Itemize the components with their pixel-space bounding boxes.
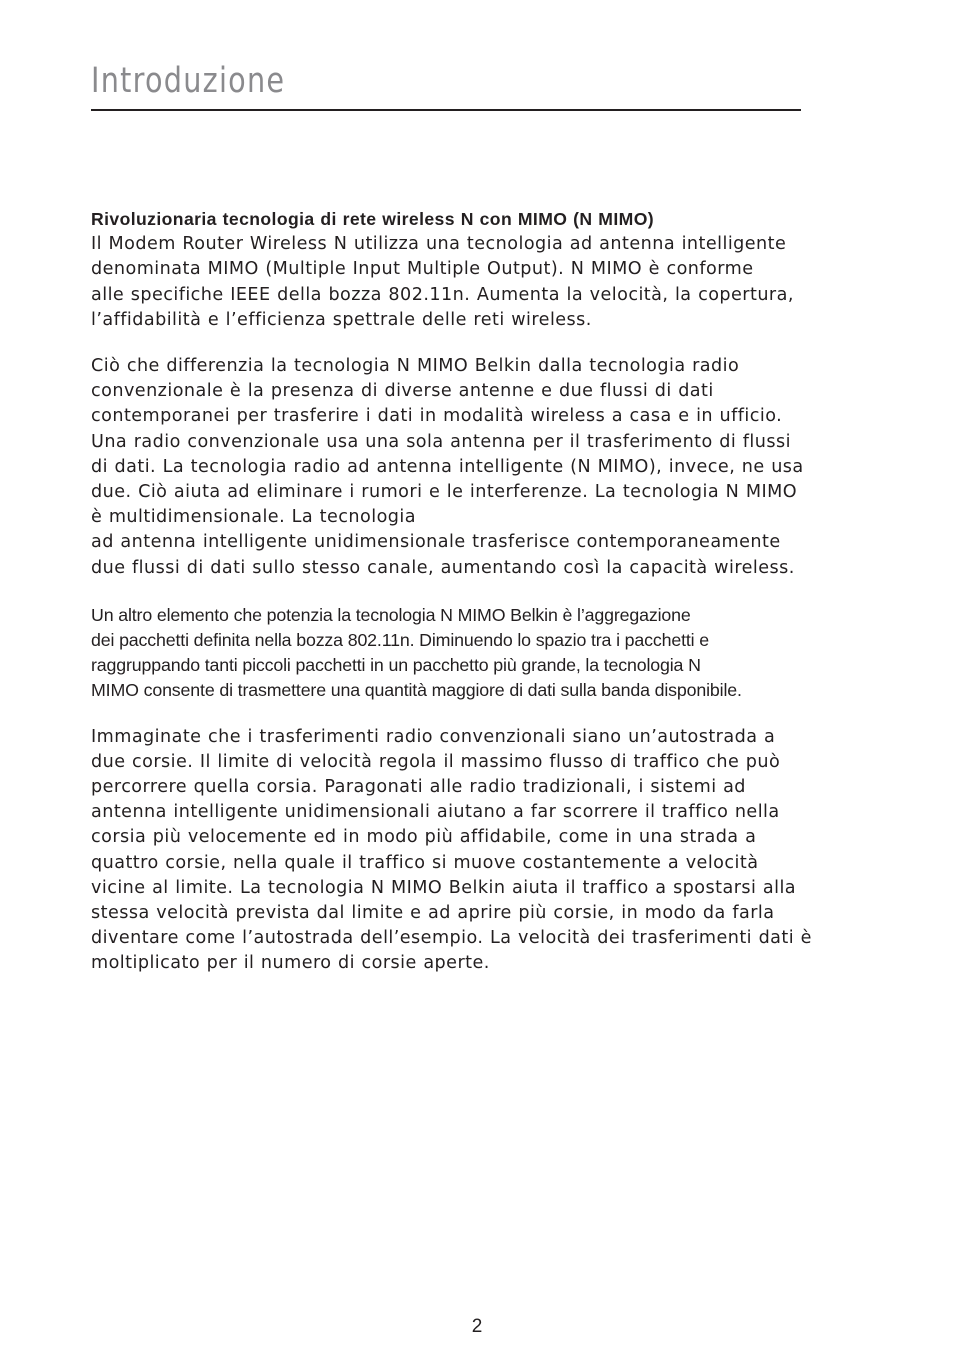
paragraph-n-mimo-intro: [91, 207, 871, 333]
text-line: moltiplicato per il numero di corsie aperte.: [91, 953, 490, 974]
text-line: ad antenna intelligente unidimensionale trasferisce contemporaneamente: [91, 532, 781, 553]
text-line: dei pacchetti definita nella bozza 802.11n. Diminuendo lo spazio tra i pacchetti e: [91, 630, 710, 651]
section-heading: Rivoluzionaria tecnologia di rete wireless N con MIMO (N MIMO): [91, 209, 655, 229]
page-title: Introduzione: [91, 61, 286, 101]
text-line: quattro corsie, nella quale il traffico si muove costantemente a velocità: [91, 852, 759, 873]
text-line: antenna intelligente unidimensionali aiutano a far scorrere il traffico nella: [91, 802, 780, 823]
text-line: corsia più velocemente ed in modo più affidabile, come in una strada a: [91, 827, 757, 848]
document-body: [91, 207, 871, 998]
text-line: l’affidabilità e l’efficienza spettrale delle reti wireless.: [91, 309, 592, 330]
paragraph-aggregation: [91, 603, 871, 704]
text-line: due. Ciò aiuta ad eliminare i rumori e le interferenze. La tecnologia N MIMO: [91, 482, 798, 503]
text-line: Una radio convenzionale usa una sola antenna per il trasferimento di flussi: [91, 431, 791, 452]
text-line: Il Modem Router Wireless N utilizza una tecnologia ad antenna intelligente: [91, 234, 787, 255]
text-line: è multidimensionale. La tecnologia: [91, 507, 416, 528]
title-divider: [91, 109, 801, 111]
paragraph-differences: [91, 354, 871, 581]
text-line: contemporanei per trasferire i dati in modalità wireless a casa e in ufficio.: [91, 406, 783, 427]
text-line: denominata MIMO (Multiple Input Multiple Output). N MIMO è conforme: [91, 259, 754, 280]
text-line: di dati. La tecnologia radio ad antenna intelligente (N MIMO), invece, ne usa: [91, 456, 804, 477]
text-line: due corsie. Il limite di velocità regola il massimo flusso di traffico che può: [91, 751, 781, 772]
paragraph-highway-analogy: [91, 725, 871, 977]
text-line: diventare come l’autostrada dell’esempio. La velocità dei trasferimenti dati è: [91, 928, 812, 949]
text-line: stessa velocità prevista dal limite e ad aprire più corsie, in modo da farla: [91, 903, 775, 924]
text-line: vicine al limite. La tecnologia N MIMO Belkin aiuta il traffico a spostarsi alla: [91, 877, 797, 898]
text-line: Un altro elemento che potenzia la tecnologia N MIMO Belkin è l’aggregazione: [91, 604, 691, 625]
text-line: percorrere quella corsia. Paragonati alle radio tradizionali, i sistemi ad: [91, 777, 746, 798]
text-line: raggruppando tanti piccoli pacchetti in un pacchetto più grande, la tecnologia N: [91, 655, 701, 676]
text-line: due flussi di dati sullo stesso canale, aumentando così la capacità wireless.: [91, 557, 795, 578]
page-number: 2: [471, 1316, 483, 1337]
text-line: Ciò che differenzia la tecnologia N MIMO Belkin dalla tecnologia radio: [91, 356, 740, 377]
text-line: alle specifiche IEEE della bozza 802.11n. Aumenta la velocità, la copertura,: [91, 284, 794, 305]
text-line: convenzionale è la presenza di diverse antenne e due flussi di dati: [91, 381, 714, 402]
text-line: Immaginate che i trasferimenti radio convenzionali siano un’autostrada a: [91, 726, 776, 747]
text-line: MIMO consente di trasmettere una quantità maggiore di dati sulla banda disponibile.: [91, 680, 742, 701]
